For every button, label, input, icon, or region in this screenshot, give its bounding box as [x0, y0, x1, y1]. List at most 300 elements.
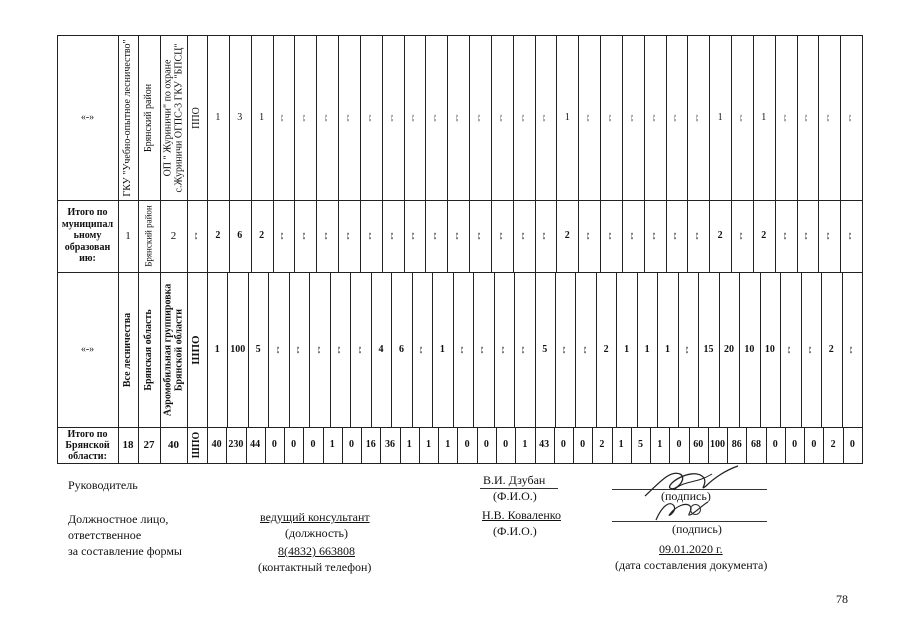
table-value: «-»	[561, 345, 568, 354]
table-value-cell	[818, 200, 840, 272]
row2-head-line: Итого по	[67, 207, 108, 219]
table-value-cell	[600, 35, 622, 200]
table-value-cell	[687, 35, 709, 200]
table-value: «-»	[684, 345, 691, 354]
table-value-cell	[556, 35, 578, 200]
table-value: «-»	[672, 232, 679, 240]
date-label: (дата составления документа)	[615, 558, 768, 572]
table-value: «-»	[432, 232, 439, 240]
table-value-cell	[323, 427, 342, 463]
row4-col2	[138, 427, 160, 463]
table-vline	[862, 427, 863, 463]
table-value-cell	[316, 35, 338, 200]
table-value: 6	[398, 343, 404, 355]
table-value-cell	[425, 200, 447, 272]
head-fio-label: (Ф.И.О.)	[493, 489, 537, 503]
table-value-cell	[513, 200, 535, 272]
resp-sign-label: (подпись)	[672, 522, 722, 536]
table-value: 1	[426, 438, 432, 450]
table-value: 1	[761, 111, 767, 123]
table-value-cell	[494, 272, 514, 427]
table-value-cell	[637, 272, 657, 427]
table-value-cell	[294, 35, 316, 200]
table-vline	[862, 272, 863, 427]
table-value: «-»	[847, 232, 854, 240]
table-value: 1	[215, 111, 221, 123]
table-value: 5	[255, 343, 261, 355]
table-value-cell	[821, 272, 841, 427]
row3-col3-line: Аэромобильная группировка	[162, 283, 173, 416]
row1-org-line: ГКУ "Учебно-опытное лесничество"	[121, 38, 133, 197]
table-value: «-»	[476, 232, 483, 240]
table-value-cell	[666, 200, 688, 272]
table-value-cell	[840, 200, 862, 272]
resp-name: Н.В. Коваленко	[482, 508, 561, 522]
table-value-cell	[596, 272, 616, 427]
table-value: 0	[811, 438, 817, 450]
table-value: «-»	[323, 232, 330, 240]
table-value-cell	[309, 272, 329, 427]
row4-col4-line: ШПО	[190, 431, 202, 459]
row2-col1-text: 1	[125, 230, 131, 242]
table-value: 2	[215, 229, 221, 241]
table-value-cell	[785, 427, 804, 463]
table-value: «-»	[847, 113, 854, 122]
table-value-cell	[739, 272, 759, 427]
table-value: «-»	[388, 113, 395, 122]
table-value: «-»	[541, 113, 548, 122]
row3-col4	[187, 272, 207, 427]
table-value: 1	[618, 438, 624, 450]
table-value: «-»	[581, 345, 588, 354]
table-value: «-»	[279, 113, 286, 122]
row3-col1-line: Все лесничества	[121, 312, 133, 387]
table-value-cell	[473, 272, 493, 427]
table-value: 0	[464, 438, 470, 450]
table-value: 4	[378, 343, 384, 355]
table-value-cell	[801, 272, 821, 427]
table-value: «-»	[585, 232, 592, 240]
circle-mark-icon	[690, 504, 701, 515]
table-value: 0	[348, 438, 354, 450]
phone-value: 8(4832) 663808	[278, 544, 355, 558]
table-value: «-»	[479, 345, 486, 354]
table-value-cell	[380, 427, 399, 463]
table-value: «-»	[295, 345, 302, 354]
row4-col1-text: 18	[122, 439, 134, 451]
table-value: «-»	[738, 113, 745, 122]
table-value-cell	[227, 272, 247, 427]
table-value: 0	[310, 438, 316, 450]
table-value-cell	[535, 200, 557, 272]
table-value-cell	[438, 427, 457, 463]
table-value-cell	[404, 200, 426, 272]
table-value: 1	[522, 438, 528, 450]
table-value: «-»	[410, 232, 417, 240]
table-value-cell	[760, 272, 780, 427]
table-value-cell	[669, 427, 688, 463]
table-value: «-»	[672, 113, 679, 122]
table-value-cell	[342, 427, 361, 463]
table-value-cell	[469, 35, 491, 200]
table-value: 0	[580, 438, 586, 450]
table-value: «-»	[274, 345, 281, 354]
row2-head-line: муниципал	[61, 218, 114, 230]
table-value-cell	[746, 427, 765, 463]
table-value-cell	[622, 35, 644, 200]
table-value: 40	[211, 438, 222, 450]
table-value-cell	[556, 200, 578, 272]
table-value-cell	[818, 35, 840, 200]
table-value: 6	[237, 229, 243, 241]
table-value: «-»	[585, 113, 592, 122]
table-value: «-»	[519, 113, 526, 122]
table-value: «-»	[356, 345, 363, 354]
table-value-cell	[823, 427, 842, 463]
table-value-cell	[709, 200, 731, 272]
table-value: «-»	[847, 345, 854, 354]
table-value: «-»	[825, 232, 832, 240]
table-value: «-»	[410, 113, 417, 122]
table-value: 2	[599, 438, 605, 450]
table-value: «-»	[781, 232, 788, 240]
resp-label-1: Должностное лицо,	[68, 512, 169, 526]
table-value-cell	[727, 427, 746, 463]
table-value-cell	[226, 427, 245, 463]
table-value-cell	[382, 200, 404, 272]
table-value-cell	[622, 200, 644, 272]
table-value-cell	[592, 427, 611, 463]
row2-col4-text	[194, 232, 200, 239]
table-value: «-»	[628, 113, 635, 122]
table-value-cell	[477, 427, 496, 463]
table-value-cell	[229, 35, 251, 200]
row4-head-line: области:	[68, 450, 107, 462]
table-value-cell	[514, 272, 534, 427]
table-value-cell	[273, 35, 295, 200]
row1-district	[138, 35, 160, 200]
table-value: 0	[849, 438, 855, 450]
table-value-cell	[400, 427, 419, 463]
row2-col2	[138, 200, 160, 272]
table-value: «-»	[803, 232, 810, 240]
table-value: «-»	[336, 345, 343, 354]
table-value-cell	[294, 200, 316, 272]
table-value-cell	[780, 272, 800, 427]
table-value-cell	[766, 427, 785, 463]
row3-col3-line: Брянской области	[172, 308, 184, 391]
row3-col2-text	[144, 309, 155, 390]
table-value: 1	[329, 438, 335, 450]
table-value-cell	[535, 427, 554, 463]
row1-unit	[160, 35, 187, 200]
row4-col3-text: 40	[168, 439, 179, 451]
table-value: 2	[717, 229, 723, 241]
table-value-cell	[631, 427, 650, 463]
table-vline	[862, 200, 863, 272]
table-value-cell	[491, 35, 513, 200]
table-value: 10	[764, 343, 775, 355]
table-value: «-»	[366, 113, 373, 122]
row2-head-line: ьному	[73, 230, 102, 242]
table-value-cell	[268, 272, 288, 427]
table-value: «-»	[738, 232, 745, 240]
table-value: 2	[603, 343, 609, 355]
table-value-cell	[360, 35, 382, 200]
row3-col2-line: Брянская область	[142, 308, 154, 391]
table-value: 0	[772, 438, 778, 450]
table-value: 3	[237, 111, 243, 123]
table-value: «-»	[803, 113, 810, 122]
table-value: 68	[751, 438, 762, 450]
table-value: 2	[828, 343, 834, 355]
table-value: 1	[259, 111, 265, 123]
table-value-cell	[515, 427, 534, 463]
row1-district-line: Брянский район	[142, 83, 154, 152]
row3-col4-text	[191, 335, 203, 364]
table-value: 44	[250, 438, 261, 450]
table-value-cell	[265, 427, 284, 463]
row4-col1	[118, 427, 138, 463]
row2-head	[57, 200, 118, 272]
table-value: 10	[744, 343, 755, 355]
row4-col4	[187, 427, 207, 463]
table-value-cell	[207, 272, 227, 427]
table-value: 0	[560, 438, 566, 450]
table-value: 1	[644, 343, 650, 355]
table-value-cell	[708, 427, 727, 463]
table-value-cell	[731, 200, 753, 272]
row4-col3	[160, 427, 187, 463]
table-value: 1	[665, 343, 671, 355]
table-value-cell	[843, 427, 862, 463]
table-value-cell	[453, 272, 473, 427]
resp-fio-label: (Ф.И.О.)	[493, 524, 537, 538]
table-value: 1	[406, 438, 412, 450]
table-value-cell	[289, 272, 309, 427]
table-value: 0	[291, 438, 297, 450]
position-value: ведущий консультант	[260, 510, 370, 524]
table-value-cell	[425, 35, 447, 200]
table-value: «-»	[476, 113, 483, 122]
table-value: 1	[717, 111, 723, 123]
table-value-cell	[840, 35, 862, 200]
table-value-cell	[229, 200, 251, 272]
table-value: «-»	[519, 232, 526, 240]
table-value-cell	[573, 427, 592, 463]
resp-label-2: ответственное	[68, 528, 142, 542]
row2-col2-line: Брянский район	[143, 205, 154, 267]
row1-unit-line: ОП " Журиничи" по охране	[162, 59, 173, 176]
table-value: «-»	[806, 345, 813, 354]
table-value-cell	[842, 272, 862, 427]
table-value-cell	[775, 35, 797, 200]
table-value: «-»	[315, 345, 322, 354]
table-value-cell	[284, 427, 303, 463]
table-value-cell	[578, 35, 600, 200]
table-value: 2	[761, 229, 767, 241]
table-value: 0	[503, 438, 509, 450]
table-value: «-»	[458, 345, 465, 354]
table-value-cell	[251, 35, 273, 200]
row1-type	[187, 35, 207, 200]
row2-col3	[160, 200, 187, 272]
row3-col4-line: ШПО	[190, 334, 203, 365]
table-value: «-»	[366, 232, 373, 240]
table-value-cell	[303, 427, 322, 463]
table-value: 0	[676, 438, 682, 450]
table-value-cell	[709, 35, 731, 200]
table-value: 16	[365, 438, 376, 450]
table-value: 100	[230, 343, 246, 355]
row4-head	[57, 427, 118, 463]
table-value: 1	[439, 343, 445, 355]
row3-col3-text	[163, 283, 184, 416]
table-value-cell	[316, 200, 338, 272]
table-value-cell	[496, 427, 515, 463]
table-value-cell	[666, 35, 688, 200]
table-value-cell	[404, 35, 426, 200]
table-value: 100	[710, 438, 725, 450]
table-value: «-»	[323, 113, 330, 122]
table-value-cell	[207, 200, 229, 272]
table-value: «-»	[497, 232, 504, 240]
table-value-cell	[338, 35, 360, 200]
table-value: «-»	[520, 345, 527, 354]
table-value-cell	[207, 427, 226, 463]
table-value-cell	[797, 35, 819, 200]
table-value: 1	[657, 438, 663, 450]
row2-col2-text	[144, 205, 153, 267]
row2-col3-text: 2	[170, 230, 177, 242]
table-value-cell	[412, 272, 432, 427]
table-value: «-»	[694, 113, 701, 122]
table-value-cell	[797, 200, 819, 272]
table-value-cell	[731, 35, 753, 200]
table-value-cell	[447, 35, 469, 200]
table-value: 5	[542, 343, 548, 355]
table-value: 2	[259, 229, 265, 241]
table-value-cell	[491, 200, 513, 272]
page-number: 78	[836, 592, 848, 606]
table-value: «-»	[345, 232, 352, 240]
row2-head-line: ию:	[79, 253, 96, 265]
position-label: (должность)	[285, 526, 348, 540]
table-value: «-»	[650, 113, 657, 122]
table-value-cell	[644, 200, 666, 272]
table-value-cell	[578, 200, 600, 272]
table-value: «-»	[301, 232, 308, 240]
table-value-cell	[698, 272, 718, 427]
row2-head-line: образован	[64, 241, 111, 253]
table-value: «-»	[454, 232, 461, 240]
head-label: Руководитель	[68, 478, 138, 492]
table-value: 15	[703, 343, 714, 355]
row1-org-text	[123, 39, 134, 196]
row1-type-line: ППО	[190, 106, 202, 129]
table-value: 1	[564, 111, 570, 123]
row1-head-text: «-»	[80, 112, 95, 123]
table-value: «-»	[825, 113, 832, 122]
table-value: 1	[624, 343, 630, 355]
table-value: «-»	[628, 232, 635, 240]
head-name: В.И. Дзубан	[483, 473, 546, 487]
table-value: 86	[731, 438, 742, 450]
table-value-cell	[330, 272, 350, 427]
row3-col3	[160, 272, 187, 427]
table-value-cell	[248, 272, 268, 427]
table-value-cell	[246, 427, 265, 463]
table-value: 0	[271, 438, 277, 450]
table-value: 2	[564, 229, 570, 241]
table-value-cell	[207, 35, 229, 200]
table-value-cell	[457, 427, 476, 463]
table-value-cell	[338, 200, 360, 272]
table-value: «-»	[345, 113, 352, 122]
table-value-cell	[612, 427, 631, 463]
table-value-cell	[657, 272, 677, 427]
table-value: «-»	[301, 113, 308, 122]
table-value-cell	[350, 272, 370, 427]
table-value: 60	[693, 438, 704, 450]
table-value: 20	[723, 343, 734, 355]
table-value-cell	[360, 200, 382, 272]
table-value-cell	[469, 200, 491, 272]
row3-head-text: «-»	[80, 344, 95, 355]
table-value: «-»	[781, 113, 788, 122]
phone-label: (контактный телефон)	[258, 560, 372, 574]
row3-col2	[138, 272, 160, 427]
row4-col2-text: 27	[143, 439, 155, 451]
table-value: «-»	[454, 113, 461, 122]
table-value: «-»	[607, 113, 614, 122]
table-value-cell	[719, 272, 739, 427]
table-value: 230	[228, 438, 244, 450]
table-value: «-»	[694, 232, 701, 240]
table-value-cell	[555, 272, 575, 427]
table-value-cell	[644, 35, 666, 200]
table-value-cell	[535, 272, 555, 427]
table-value-cell	[382, 35, 404, 200]
table-value-cell	[600, 200, 622, 272]
table-value: 1	[214, 343, 220, 355]
table-value: 0	[792, 438, 798, 450]
row2-col1	[118, 200, 138, 272]
table-value-cell	[575, 272, 595, 427]
table-value-cell	[678, 272, 698, 427]
table-value: «-»	[650, 232, 657, 240]
table-value-cell	[616, 272, 636, 427]
table-value-cell	[391, 272, 411, 427]
table-value: «-»	[388, 232, 395, 240]
table-value: «-»	[279, 232, 286, 240]
table-value: 0	[483, 438, 489, 450]
table-value: 5	[637, 438, 643, 450]
row3-col1	[118, 272, 138, 427]
table-value: «-»	[418, 345, 425, 354]
row1-org	[118, 35, 138, 200]
table-value-cell	[535, 35, 557, 200]
row1-district-text	[144, 83, 155, 151]
row3-head	[57, 272, 118, 427]
table-value: 1	[445, 438, 451, 450]
table-value-cell	[650, 427, 669, 463]
row4-head-line: Брянской	[65, 439, 110, 451]
row1-type-text	[192, 107, 203, 129]
table-value-cell	[687, 200, 709, 272]
table-value: «-»	[607, 232, 614, 240]
row4-col4-text	[192, 432, 203, 459]
